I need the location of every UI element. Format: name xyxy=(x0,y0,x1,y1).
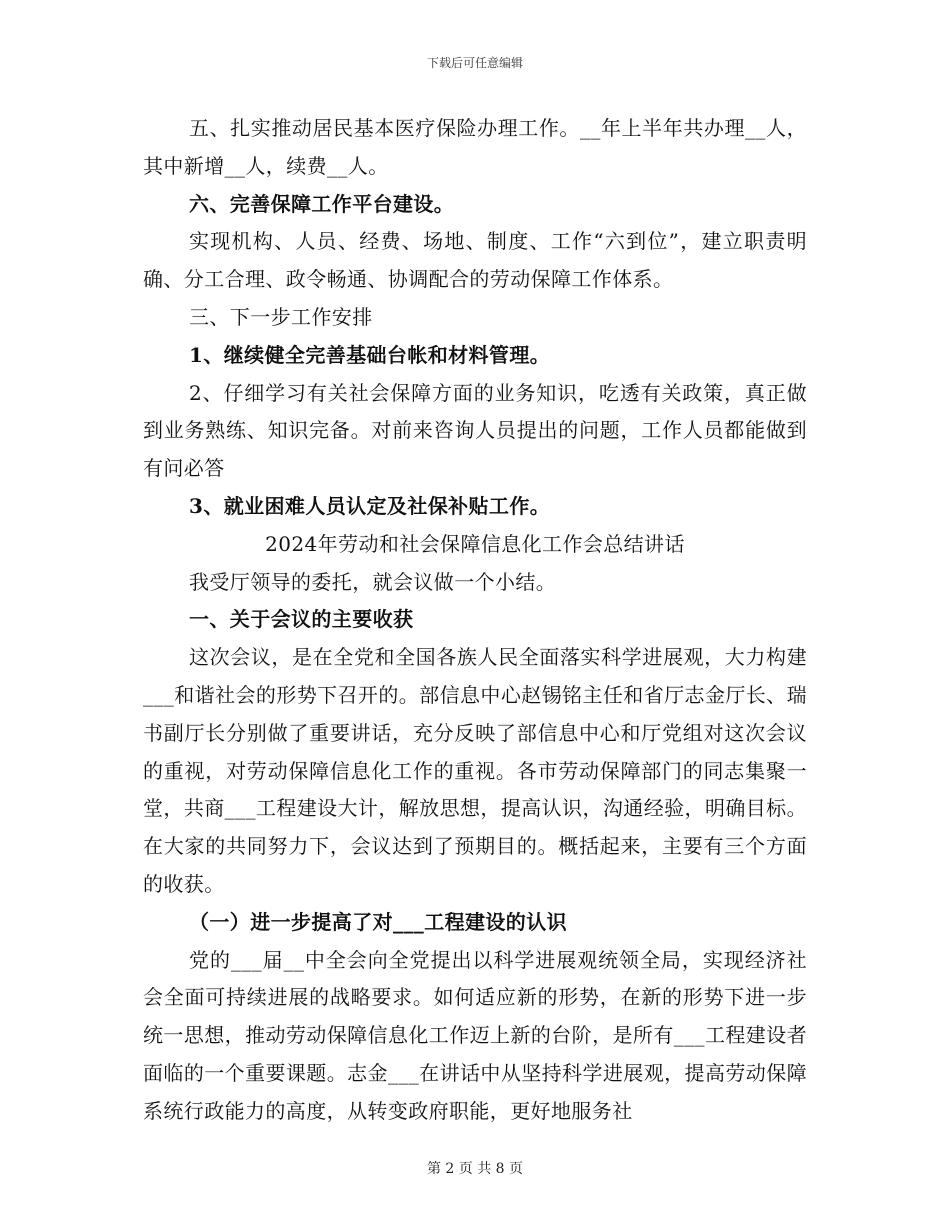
paragraph-strategic-requirements: 党的___届__中全会向全党提出以科学进展观统领全局，实现经济社会全面可持续进展的战略要求。如何适应新的形势，在新的形势下进一步统一思想，推动劳动保障信息化工作迈上新的台阶，是所有___工程建设者面临的一个重要课题。志金___在讲话中从坚持科学进展观，提高劳动保障系统行政能力的高度，从转变政府职能，更好地服务社 xyxy=(143,947,807,1123)
heading-ledger-management: 1、继续健全完善基础台帐和材料管理。 xyxy=(189,342,551,367)
heading-platform-construction: 六、完善保障工作平台建设。 xyxy=(189,191,455,216)
page-number: 第 2 页 共 8 页 xyxy=(426,1161,524,1177)
paragraph-study-knowledge: 2、仔细学习有关社会保障方面的业务知识，吃透有关政策，真正做到业务熟练、知识完备。对前来咨询人员提出的问题，工作人员都能做到有问必答 xyxy=(143,380,807,481)
paragraph-six-in-place: 实现机构、人员、经费、场地、制度、工作“六到位”，建立职责明确、分工合理、政令畅通、协调配合的劳动保障工作体系。 xyxy=(143,229,807,292)
paragraph-summary-intro: 我受厅领导的委托，就会议做一个小结。 xyxy=(189,569,557,594)
heading-main-gains: 一、关于会议的主要收获 xyxy=(189,607,414,632)
heading-next-steps: 三、下一步工作安排 xyxy=(189,304,373,329)
heading-employment-subsidy: 3、就业困难人员认定及社保补贴工作。 xyxy=(189,493,551,518)
document-title: 2024年劳动和社会保障信息化工作会总结讲话 xyxy=(265,531,685,556)
page-header: 下载后可任意编辑 xyxy=(426,56,523,70)
heading-improved-understanding: （一）进一步提高了对___工程建设的认识 xyxy=(189,909,567,934)
document-body xyxy=(143,110,807,1131)
paragraph-meeting-context: 这次会议，是在全党和全国各族人民全面落实科学进展观，大力构建___和谐社会的形势下召开的。部信息中心赵锡铭主任和省厅志金厅长、瑞书副厅长分别做了重要讲话，充分反映了部信息中心和厅党组对这次会议的重视，对劳动保障信息化工作的重视。各市劳动保障部门的同志集聚一堂，共商___工程建设大计，解放思想，提高认识，沟通经验，明确目标。在大家的共同努力下，会议达到了预期目的。概括起来，主要有三个方面的收获。 xyxy=(143,645,807,896)
paragraph-medical-insurance: 五、扎实推动居民基本医疗保险办理工作。__年上半年共办理__人，其中新增__人，续费__人。 xyxy=(143,116,807,178)
